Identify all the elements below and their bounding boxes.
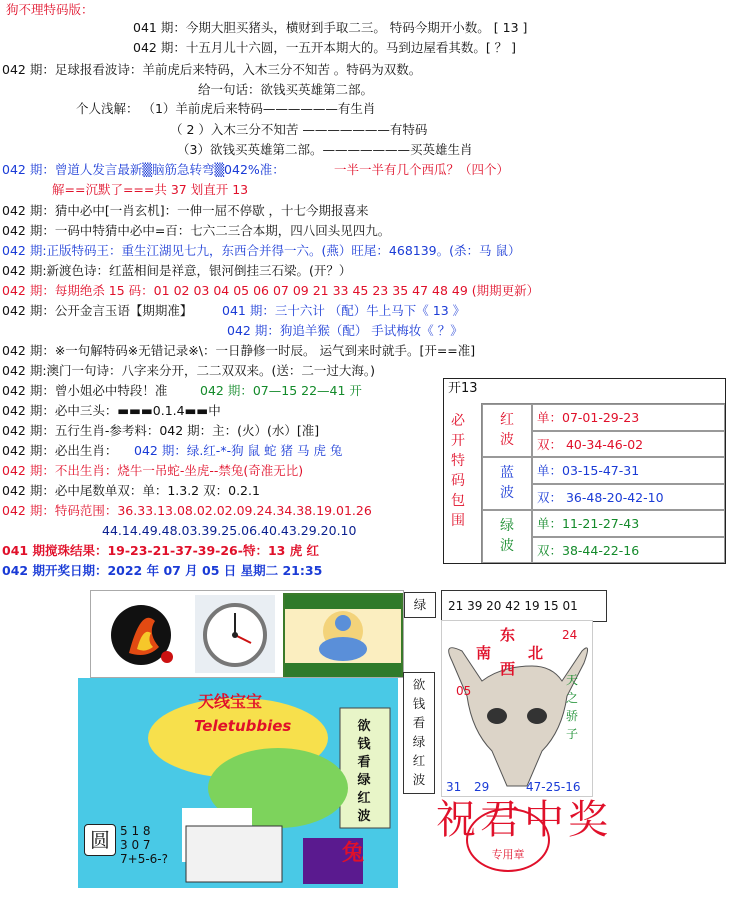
- wave-name-char: 蓝: [500, 465, 514, 481]
- wave-double-text: 双：38-44-22-16: [537, 543, 640, 558]
- text-line-l21: 042 期：五行生肖-参考料：042 期：主：(火）(水）[准]: [2, 423, 320, 438]
- skull-side-char: 子: [565, 727, 578, 741]
- board-circle-label: 圆: [84, 824, 116, 856]
- text-line-l5: 个人浅解： （1）羊前虎后来特码——————有生肖: [76, 101, 376, 116]
- teletubbies-board: [78, 678, 398, 888]
- board-side-char: 欲: [357, 719, 371, 734]
- wave-table: [481, 403, 725, 563]
- vertical-callout-char: 红: [412, 753, 426, 768]
- text-line-l12: 042 期:正版特码王：重生江湖见七九，东西合并得一六。(燕）旺尾：468139。(杀：马 鼠）: [2, 243, 521, 258]
- wave-name-char: 波: [500, 432, 514, 448]
- fire-emblem-image: [99, 597, 183, 673]
- text-line-l10: 042 期：猜中必中[一肖玄机]：一伸一屈不停歇 ，十七今期报喜来: [2, 203, 369, 218]
- teletubbies-title: 天线宝宝: [198, 692, 263, 711]
- text-line-l8b: 一半一半有几个西瓜？（四个）: [334, 162, 510, 177]
- wave-single-text: 单：11-21-27-43: [537, 516, 640, 531]
- clock-image: [195, 595, 275, 673]
- text-line-l2: 042 期：十五月儿十六圆，一五开本期大的。马到边屋看其数。[ ？ ]: [133, 40, 517, 55]
- wave-name-cell: [482, 457, 532, 510]
- wave-double-cell: [532, 431, 725, 457]
- text-line-l19a: 042 期：曾小姐必中特段！准: [2, 383, 168, 398]
- text-line-l28: 042 期开奖日期：2022 年 07 月 05 日 星期二 21:35: [2, 563, 323, 578]
- skull-bottom-3: 47-25-16: [526, 780, 581, 794]
- skull-west: 西: [500, 660, 516, 678]
- board-side-char: 绿: [357, 773, 371, 788]
- green-callout: 绿: [404, 592, 436, 618]
- text-line-l26: 44.14.49.48.03.39.25.06.40.43.29.20.10: [102, 523, 357, 538]
- text-line-l22a: 042 期：必出生肖：: [2, 443, 118, 458]
- text-line-l15a: 042 期：公开金言玉语【期期准】: [2, 303, 193, 318]
- board-number-row: 5 1 8: [120, 824, 151, 838]
- buddha-image: [283, 593, 403, 678]
- wave-single-cell: [532, 404, 725, 431]
- side-label-char: 必: [451, 413, 465, 429]
- board-side-panel: [346, 718, 382, 826]
- skull-side-char: 天: [565, 673, 578, 687]
- skull-left-num: 05: [456, 684, 472, 698]
- text-line-l4: 给一句话：欲钱买英雄第二部。: [198, 82, 374, 97]
- wave-name-cell: [482, 510, 532, 563]
- box-side-label: [450, 411, 466, 531]
- text-line-l7: （3）欲钱买英雄第二部。———————买英雄生肖: [177, 142, 473, 157]
- skull-side-char: 骄: [565, 709, 578, 723]
- box-header: 开13: [448, 381, 478, 396]
- text-line-l8a: 042 期：曾道人发言最新▒脑筋急转弯▒042%准：: [2, 162, 285, 177]
- vertical-callout-char: 绿: [412, 734, 426, 749]
- skull-south: 南: [476, 644, 492, 662]
- text-line-title: 狗不理特码版：: [6, 2, 94, 17]
- text-line-l27: 041 期搅珠结果：19-23-21-37-39-26-特：13 虎 红: [2, 543, 320, 558]
- top-image-strip: [90, 590, 404, 678]
- board-numbers: [120, 824, 168, 866]
- wave-single-cell: [532, 457, 725, 484]
- skull-image: [441, 620, 593, 797]
- text-line-l17: 042 期：※一句解特码※无错记录※\：一日静修一时辰。 运气到来时就手。[开==准]: [2, 343, 476, 358]
- text-line-l25: 042 期：特码范围：36.33.13.08.02.02.09.24.34.38.19.01.26: [2, 503, 372, 518]
- vertical-callout: [403, 672, 435, 794]
- teletubbies-subtitle: Teletubbies: [194, 717, 292, 735]
- wave-double-text: 双： 36-48-20-42-10: [537, 490, 664, 505]
- board-number-row: 7+5-6-?: [120, 852, 168, 866]
- text-line-l18: 042 期:澳门一句诗：八字来分开，二二双双来。(送：二一过大海。): [2, 363, 376, 378]
- skull-side-text: [564, 671, 580, 743]
- wave-name-char: 波: [500, 485, 514, 501]
- wave-single-text: 单：07-01-29-23: [537, 410, 640, 425]
- text-line-l24: 042 期：必中尾数单双：单：1.3.2 双：0.2.1: [2, 483, 260, 498]
- text-line-l16: 042 期：狗追羊猴（配） 手试梅妆《 ？》: [227, 323, 463, 338]
- red-stamp: 专用章: [466, 808, 550, 872]
- board-side-char: 看: [357, 755, 371, 770]
- skull-north: 北: [528, 644, 544, 662]
- wave-double-text: 双： 40-34-46-02: [537, 437, 644, 452]
- wave-single-text: 单：03-15-47-31: [537, 463, 640, 478]
- text-line-l15b: 041 期：三十六计 （配）牛上马下《 13 》: [222, 303, 466, 318]
- text-line-l3: 042 期：足球报看波诗：羊前虎后来特码，入木三分不知苦 。特码为双数。: [2, 62, 422, 77]
- side-label-char: 特: [451, 453, 465, 469]
- vertical-callout-char: 看: [412, 715, 426, 730]
- vertical-callout-char: 欲: [412, 677, 426, 692]
- text-line-l20: 042 期：必中三头：▬▬▬0.1.4▬▬中: [2, 403, 221, 418]
- skull-right-num: 24: [562, 628, 578, 642]
- wave-name-char: 红: [500, 412, 514, 428]
- skull-bottom-2: 29: [474, 780, 490, 794]
- rabbit-label: 兔: [342, 841, 365, 866]
- text-line-l9: 解==沉默了===共 37 划直开 13: [52, 182, 249, 197]
- text-line-l14: 042 期：每期绝杀 15 码：01 02 03 04 05 06 07 09 21 33 45 23 35 47 48 49 (期期更新）: [2, 283, 540, 298]
- blessing-text: 祝君中奖: [436, 797, 612, 843]
- side-label-char: 围: [451, 513, 465, 529]
- text-line-l13: 042 期:新渡色诗：红蓝相间是祥意，银河倒挂三石梁。(开？）: [2, 263, 352, 278]
- vertical-callout-char: 钱: [412, 696, 426, 711]
- board-side-char: 钱: [357, 737, 371, 752]
- skull-east: 东: [500, 626, 516, 644]
- wave-name-char: 绿: [500, 518, 514, 534]
- side-label-char: 码: [451, 473, 465, 489]
- wave-single-cell: [532, 510, 725, 537]
- side-label-char: 开: [451, 433, 465, 449]
- wave-name-char: 波: [500, 538, 514, 554]
- board-number-row: 3 0 7: [120, 838, 151, 852]
- text-line-l1: 041 期：今期大胆买猪头，横财到手取二三。 特码今期开小数。 [ 13 ]: [133, 20, 528, 35]
- text-line-l22b: 042 期：绿.红-*-狗 鼠 蛇 猪 马 虎 兔: [134, 443, 343, 458]
- skull-bottom-1: 31: [446, 780, 462, 794]
- text-line-l19b: 042 期：07—15 22—41 开: [200, 383, 362, 398]
- board-side-char: 波: [357, 809, 371, 824]
- vertical-callout-char: 波: [412, 772, 426, 787]
- board-side-char: 红: [357, 791, 371, 806]
- wave-name-cell: [482, 404, 532, 457]
- wave-double-cell: [532, 537, 725, 563]
- wave-double-cell: [532, 484, 725, 510]
- text-line-l6: （ 2 ）入木三分不知苦 ———————有特码: [170, 122, 428, 137]
- text-line-l23: 042 期：不出生肖：烧牛一吊蛇-坐虎--禁兔(奇准无比): [2, 463, 304, 478]
- numbers-callout: 21 39 20 42 19 15 01: [441, 590, 607, 622]
- wave-color-box: [443, 378, 726, 564]
- skull-side-char: 之: [565, 691, 578, 705]
- side-label-char: 包: [451, 493, 465, 509]
- text-line-l11: 042 期：一码中特猜中必中=百：七六二三合本期，四八回头见四九。: [2, 223, 391, 238]
